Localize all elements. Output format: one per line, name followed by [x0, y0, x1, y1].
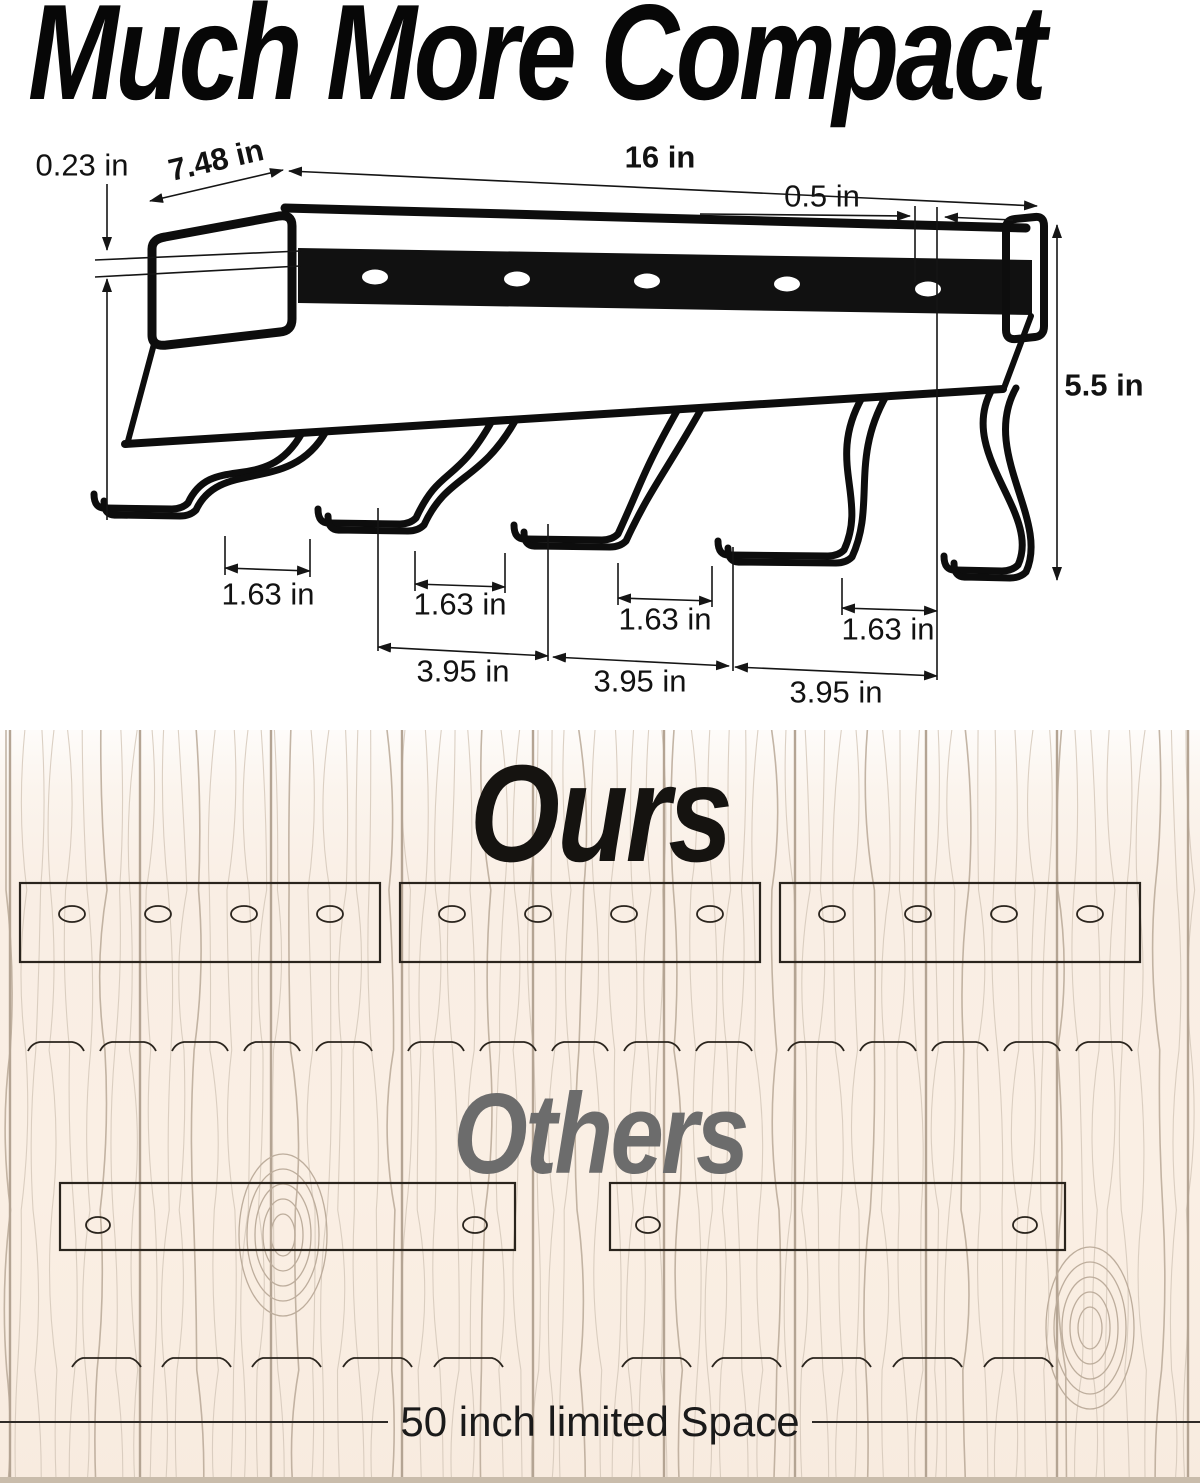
dim-hook-spacing-label: 3.95 in: [593, 663, 687, 699]
shelf-left-edge: [128, 344, 154, 441]
screw-slot: [634, 274, 660, 289]
limited-space-dimension: [0, 1399, 1200, 1445]
dim-hook-gap-label: 1.63 in: [221, 576, 315, 612]
image-bottom-strip: [0, 1477, 1200, 1483]
dim-height-label: 5.5 in: [1064, 367, 1144, 403]
dim-wire-thickness-label: 0.23 in: [35, 147, 129, 183]
screw-slot: [504, 272, 530, 287]
dim-slot-width-label: 0.5 in: [784, 178, 860, 214]
mounting-bracket: [298, 248, 1032, 315]
dim-hook-gap-label: 1.63 in: [841, 611, 935, 647]
rack-artwork: [94, 208, 1044, 578]
dim-hook-spacing-label: 3.95 in: [789, 674, 883, 710]
left-fence: [152, 216, 292, 346]
dimension-rule-right: [812, 1421, 1200, 1423]
dim-total-width-label: 16 in: [624, 139, 696, 175]
others-heading: Others: [453, 1071, 747, 1198]
screw-slot: [774, 277, 800, 292]
dim-hook-gap-label: 1.63 in: [618, 601, 712, 637]
dim-hook-gap-label: 1.63 in: [413, 586, 507, 622]
dim-hook-spacing-label: 3.95 in: [416, 653, 510, 689]
ours-heading: Ours: [469, 737, 731, 891]
tool-rack-diagram-svg: [0, 0, 1200, 730]
dim-depth-label: 7.48 in: [165, 132, 267, 188]
dimension-rule-left: [0, 1421, 388, 1423]
page-title: Much More Compact: [28, 0, 1044, 128]
limited-space-label: 50 inch limited Space: [400, 1398, 800, 1445]
screw-slot: [362, 270, 388, 285]
compact-diagram-section: [0, 0, 1200, 730]
